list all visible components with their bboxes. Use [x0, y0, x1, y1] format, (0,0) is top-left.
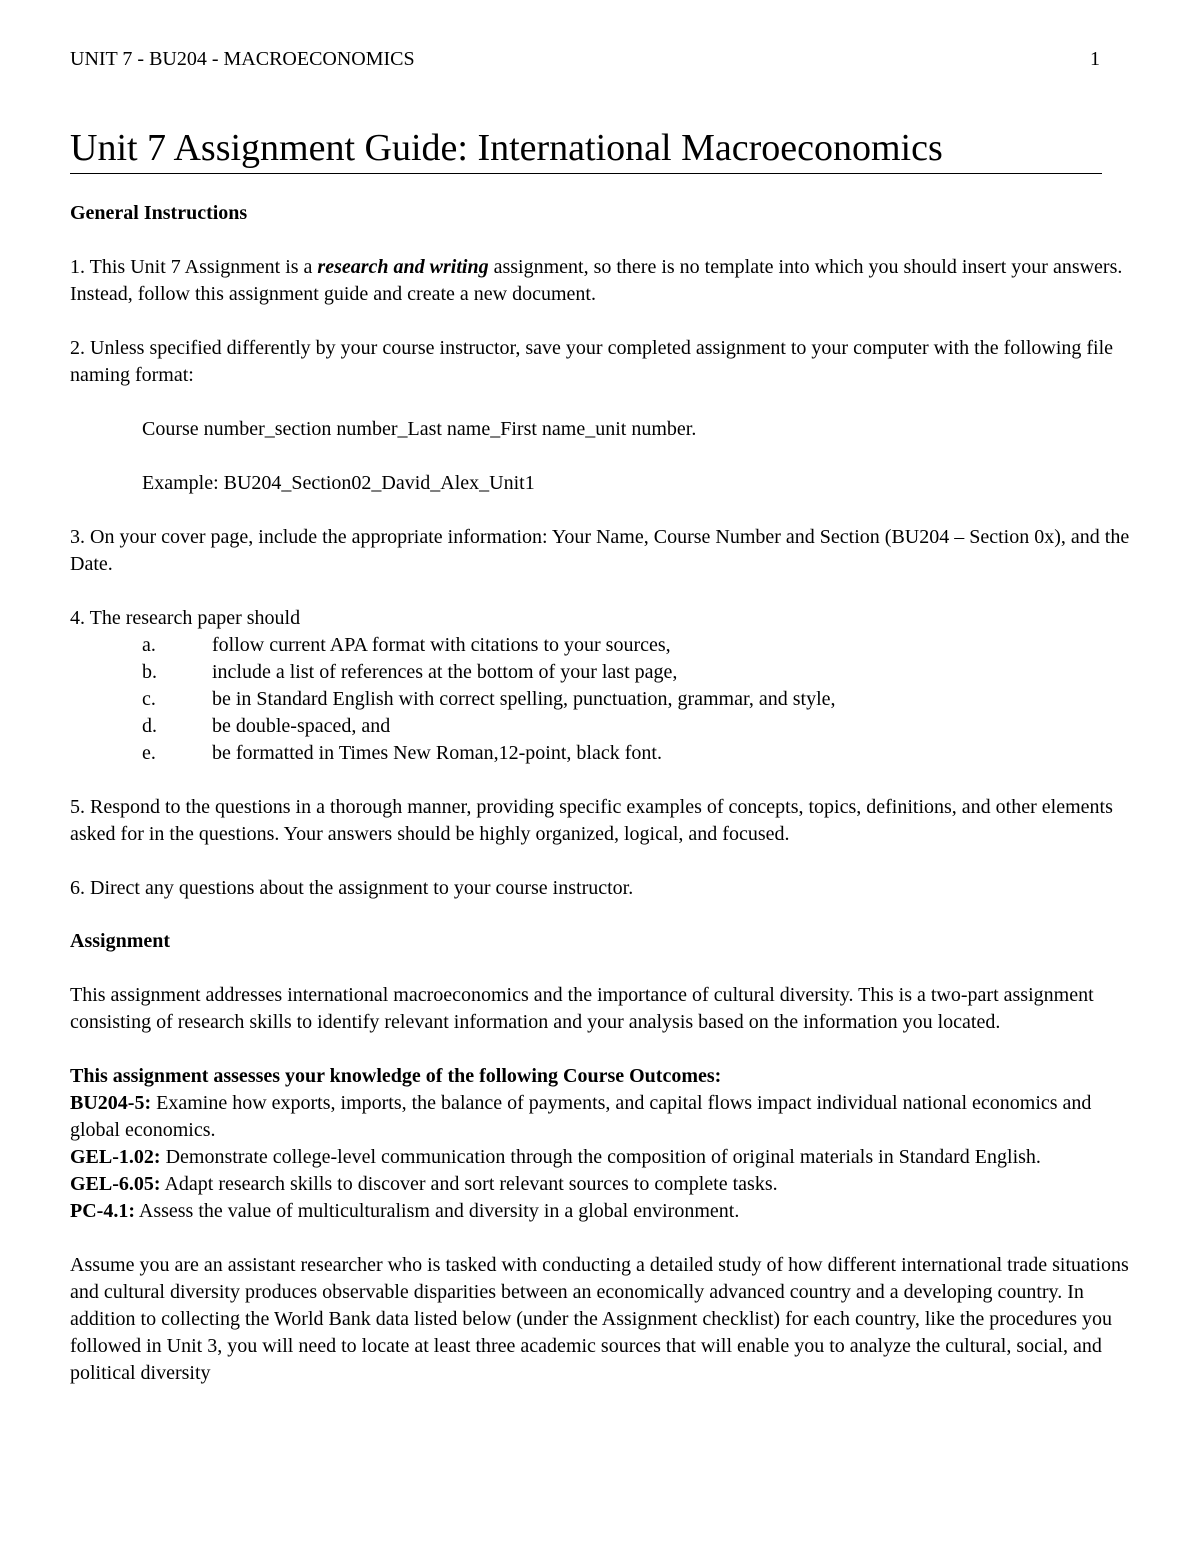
instruction-1 [70, 254, 1140, 308]
instruction-1-emphasis: research and writing [317, 256, 489, 278]
list-item-text: be formatted in Times New Roman,12-point, black font. [212, 742, 662, 764]
list-item-letter: c. [142, 688, 156, 710]
outcomes-heading: This assignment assesses your knowledge of the following Course Outcomes: [70, 1065, 722, 1087]
running-head [70, 46, 1130, 73]
list-item-text: follow current APA format with citations to your sources, [212, 634, 671, 656]
outcome-text: Adapt research skills to discover and sort relevant sources to complete tasks. [160, 1173, 778, 1195]
list-item-text: be double-spaced, and [212, 715, 391, 737]
page-number: 1 [1090, 48, 1100, 70]
page-title: Unit 7 Assignment Guide: International Macroeconomics [70, 126, 1102, 174]
list-item [70, 713, 1130, 740]
instruction-1-post: assignment, so there is no template into which you should insert your answers. Instead, follow this assignment guide and create a new document. [70, 256, 1123, 305]
outcome-code: GEL-6.05: [70, 1173, 161, 1195]
assignment-intro: This assignment addresses international macroeconomics and the importance of cultural diversity. This is a two-part assignment consisting of research skills to identify relevant information and your analysis based on the information you located. [70, 984, 1094, 1033]
list-item-letter: e. [142, 742, 156, 764]
instruction-6: 6. Direct any questions about the assignment to your course instructor. [70, 877, 634, 899]
outcome-item [70, 1090, 1130, 1144]
instruction-2: 2. Unless specified differently by your course instructor, save your completed assignment to your computer with the following file naming format: [70, 337, 1114, 386]
list-item-letter: a. [142, 634, 156, 656]
list-item-text: include a list of references at the bottom of your last page, [212, 661, 678, 683]
assignment-scenario: Assume you are an assistant researcher who is tasked with conducting a detailed study of how different international trade situations and cultural diversity produces observable disparities between an economically advanced country and a developing country. In addition to collecting the World Bank data listed below (under the Assignment checklist) for each country, like the procedures you followed in Unit 3, you will need to locate at least three academic sources that will enable you to analyze the cultural, social, and political diversity [70, 1254, 1129, 1384]
list-item-letter: b. [142, 661, 157, 683]
outcome-text: Demonstrate college-level communication through the composition of original materials in Standard English. [160, 1146, 1041, 1168]
outcome-item [70, 1144, 1130, 1171]
list-item [70, 686, 1130, 713]
instruction-1-pre: 1. This Unit 7 Assignment is a [70, 256, 318, 278]
list-item [70, 659, 1130, 686]
instruction-3: 3. On your cover page, include the appropriate information: Your Name, Course Number and Section (BU204 – Section 0x), and the Date. [70, 526, 1130, 575]
general-instructions-heading: General Instructions [70, 202, 248, 224]
instruction-5: 5. Respond to the questions in a thorough manner, providing specific examples of concepts, topics, definitions, and other elements asked for in the questions. Your answers should be highly organized, logical, and focused. [70, 796, 1113, 845]
list-item [70, 632, 1130, 659]
file-format-line: Course number_section number_Last name_First name_unit number. [142, 418, 697, 440]
instruction-4: 4. The research paper should [70, 607, 301, 629]
research-paper-requirements [70, 632, 1130, 767]
outcome-code: BU204-5: [70, 1092, 152, 1114]
outcome-text: Examine how exports, imports, the balance of payments, and capital flows impact individual national economics and global economics. [70, 1092, 1092, 1141]
outcome-code: GEL-1.02: [70, 1146, 161, 1168]
assignment-heading: Assignment [70, 930, 171, 952]
outcome-item [70, 1171, 1130, 1198]
list-item-text: be in Standard English with correct spelling, punctuation, grammar, and style, [212, 688, 836, 710]
outcome-item [70, 1198, 1130, 1225]
course-outcomes [70, 1063, 1130, 1225]
list-item [70, 740, 1130, 767]
file-example-line: Example: BU204_Section02_David_Alex_Unit1 [142, 472, 535, 494]
outcome-code: PC-4.1: [70, 1200, 135, 1222]
list-item-letter: d. [142, 715, 157, 737]
running-head-text: UNIT 7 - BU204 - MACROECONOMICS [70, 48, 415, 70]
outcome-text: Assess the value of multiculturalism and diversity in a global environment. [134, 1200, 740, 1222]
